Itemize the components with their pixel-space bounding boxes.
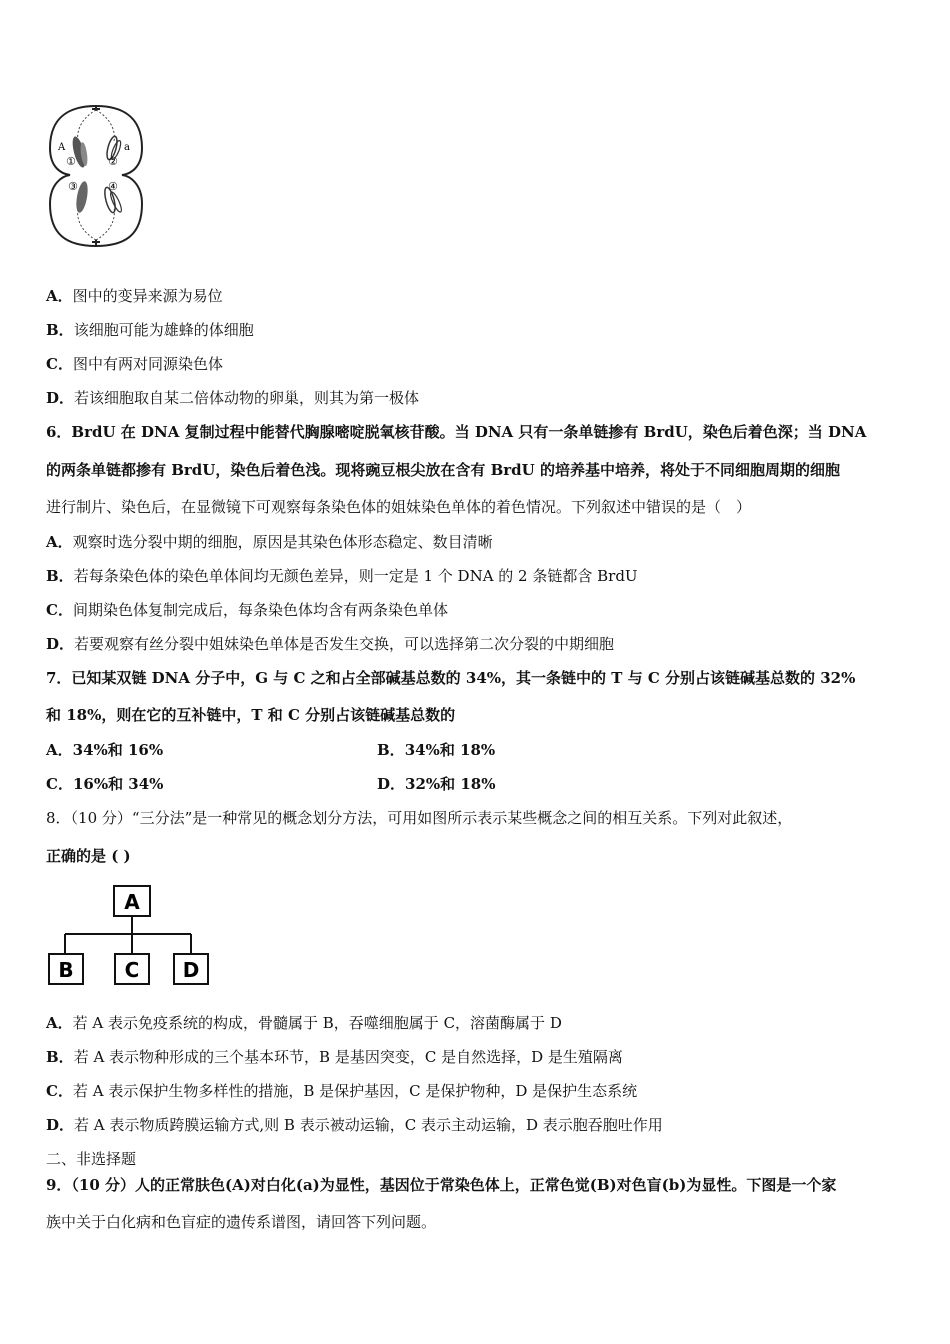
- q8-option-d: D．若 A 表示物质跨膜运输方式,则 B 表示被动运输，C 表示主动运输，D 表示胞吞胞吐作用: [46, 1116, 663, 1134]
- label-A: A: [58, 142, 66, 153]
- q5-option-a: A．图中的变异来源为易位: [46, 287, 223, 305]
- cell-membrane: [50, 106, 142, 246]
- q6-stem-line1: 6．BrdU 在 DNA 复制过程中能替代胸腺嘧啶脱氧核苷酸。当 DNA 只有一条单链掺有 BrdU，染色后着色深；当 DNA: [46, 423, 867, 441]
- q6-option-d: D．若要观察有丝分裂中姐妹染色单体是否发生交换，可以选择第二次分裂的中期细胞: [46, 635, 615, 653]
- q5-option-b: B．该细胞可能为雄蜂的体细胞: [46, 321, 254, 339]
- q6-option-c: C．间期染色体复制完成后，每条染色体均含有两条染色单体: [46, 601, 448, 619]
- q7-stem-line2: 和 18%，则在它的互补链中，T 和 C 分别占该链碱基总数的: [46, 706, 456, 724]
- q8-option-a: A．若 A 表示免疫系统的构成，骨髓属于 B，吞噬细胞属于 C，溶菌酶属于 D: [46, 1014, 562, 1032]
- section-heading: 二、非选择题: [46, 1150, 137, 1168]
- box-b-label: B: [58, 958, 74, 982]
- q6-option-a: A．观察时选分裂中期的细胞，原因是其染色体形态稳定、数目清晰: [46, 533, 493, 551]
- q6-stem-line2: 的两条单链都掺有 BrdU，染色后着色浅。现将豌豆根尖放在含有 BrdU 的培养基中培养，将处于不同细胞周期的细胞: [46, 461, 840, 479]
- q7-option-a: A．34%和 16%: [46, 741, 164, 759]
- concept-tree-diagram: [46, 884, 216, 990]
- q7-option-c: C．16%和 34%: [46, 775, 164, 793]
- label-3: ③: [68, 180, 78, 193]
- box-d-label: D: [182, 958, 200, 982]
- label-4: ④: [108, 180, 118, 193]
- q8-stem-line1: 8．（10 分）“三分法”是一种常见的概念划分方法，可用如图所示表示某些概念之间的相互关系。下列对此叙述，: [46, 809, 793, 827]
- label-a: a: [124, 142, 130, 153]
- q8-stem-line2: 正确的是 ( ): [46, 847, 131, 865]
- q7-option-b: B．34%和 18%: [377, 741, 496, 759]
- q7-option-d: D．32%和 18%: [377, 775, 496, 793]
- q8-option-c: C．若 A 表示保护生物多样性的措施，B 是保护基因，C 是保护物种，D 是保护生态系统: [46, 1082, 638, 1100]
- cell-division-figure: [46, 100, 146, 250]
- q6-stem-line3: 进行制片、染色后，在显微镜下可观察每条染色体的姐妹染色单体的着色情况。下列叙述中错误的是（ ）: [46, 498, 752, 516]
- box-a-label: A: [124, 890, 140, 914]
- q5-option-d: D．若该细胞取自某二倍体动物的卵巢，则其为第一极体: [46, 389, 420, 407]
- q9-stem-line2: 族中关于白化病和色盲症的遗传系谱图，请回答下列问题。: [46, 1213, 437, 1231]
- q7-stem-line1: 7．已知某双链 DNA 分子中，G 与 C 之和占全部碱基总数的 34%，其一条链中的 T 与 C 分别占该链碱基总数的 32%: [46, 669, 856, 687]
- q5-option-c: C．图中有两对同源染色体: [46, 355, 223, 373]
- box-c-label: C: [124, 958, 140, 982]
- label-2: ②: [108, 155, 118, 168]
- q8-option-b: B．若 A 表示物种形成的三个基本环节，B 是基因突变，C 是自然选择，D 是生殖隔离: [46, 1048, 623, 1066]
- label-1: ①: [66, 155, 76, 168]
- q6-option-b: B．若每条染色体的染色单体间均无颜色差异，则一定是 1 个 DNA 的 2 条链都含 BrdU: [46, 567, 638, 585]
- q9-stem-line1: 9．（10 分）人的正常肤色(A)对白化(a)为显性，基因位于常染色体上，正常色觉(B)对色盲(b)为显性。下图是一个家: [46, 1176, 837, 1194]
